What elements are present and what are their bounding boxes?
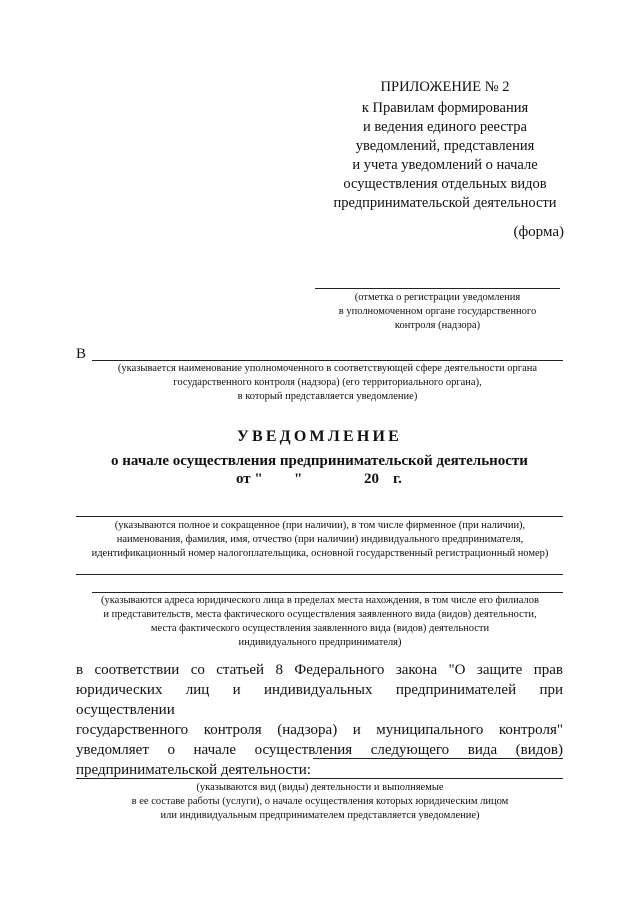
activity-caption-line: или индивидуальным предпринимателем представляется уведомление) <box>160 810 480 821</box>
address-caption <box>70 594 570 650</box>
main-paragraph-line: предпринимательской деятельности: <box>76 762 311 778</box>
main-paragraph <box>76 660 563 780</box>
date-year: 20 <box>364 471 379 487</box>
date-prefix: от " <box>236 471 263 487</box>
date-quote: " <box>294 471 303 487</box>
activity-line[interactable] <box>76 778 563 779</box>
activity-caption-line: в ее составе работы (услуги), о начале осуществления которых юридическим лицом <box>131 796 509 807</box>
main-paragraph-line: государственного контроля (надзора) и муниципального контроля" <box>76 722 563 738</box>
registration-note-line: в уполномоченном органе государственного <box>338 306 537 317</box>
addressee-caption-line: (указывается наименование уполномоченного в соответствующей сфере деятельности органа <box>117 363 538 374</box>
addressee-prefix: В <box>76 346 87 362</box>
main-paragraph-line: юридических лиц и индивидуальных предпринимателей при осуществлении <box>76 682 563 718</box>
registration-note-line: (отметка о регистрации уведомления <box>354 292 521 303</box>
address-line-2[interactable] <box>92 592 563 593</box>
address-caption-line: места фактического осуществления заявленного вида (видов) деятельности <box>150 623 490 634</box>
document-subtitle: о начале осуществления предпринимательской деятельности <box>111 453 528 469</box>
form-label: (форма) <box>513 224 564 240</box>
applicant-caption-line: (указываются полное и сокращенное (при наличии), в том числе фирменное (при наличии), <box>114 520 526 531</box>
addressee-caption <box>90 362 565 404</box>
main-paragraph-line: уведомляет о начале осуществления следующего вида (видов) <box>76 742 563 758</box>
activity-caption <box>70 781 570 823</box>
address-caption-line: индивидуального предпринимателя) <box>238 637 402 648</box>
main-paragraph-line: в соответствии со статьей 8 Федерального закона "О защите прав <box>76 662 563 678</box>
appendix-line: предпринимательской деятельности <box>333 195 557 211</box>
document-title: УВЕДОМЛЕНИЕ <box>237 428 402 445</box>
addressee-caption-line: в который представляется уведомление) <box>237 391 418 402</box>
appendix-line: уведомлений, представления <box>355 138 535 154</box>
registration-note <box>300 291 575 333</box>
appendix-line: к Правилам формирования <box>361 100 529 116</box>
address-caption-line: и представительств, места фактического осуществления заявленного вида (видов) деятельности, <box>103 609 537 620</box>
appendix-title: ПРИЛОЖЕНИЕ № 2 <box>380 79 510 95</box>
addressee-caption-line: государственного контроля (надзора) (его территориального органа), <box>173 377 482 388</box>
applicant-caption <box>70 519 570 561</box>
applicant-caption-line: наименования, фамилия, имя, отчество (при наличии) индивидуального предпринимателя, <box>116 534 524 545</box>
date-suffix: г. <box>393 471 402 487</box>
appendix-line: и ведения единого реестра <box>363 119 527 135</box>
activity-inline-line[interactable] <box>313 758 563 759</box>
registration-note-line: контроля (надзора) <box>394 320 481 331</box>
addressee-line[interactable] <box>92 360 563 361</box>
appendix-line: и учета уведомлений о начале <box>352 157 538 173</box>
registration-line <box>315 288 560 289</box>
applicant-line[interactable] <box>76 516 563 517</box>
document-date <box>236 471 456 491</box>
activity-caption-line: (указываются вид (виды) деятельности и выполняемые <box>196 782 444 793</box>
applicant-caption-line: идентификационный номер налогоплательщика, основной государственный регистрационный номер) <box>91 548 549 559</box>
address-line-1[interactable] <box>76 574 563 575</box>
appendix-text <box>300 99 590 213</box>
address-caption-line: (указываются адреса юридического лица в пределах места нахождения, в том числе его филиалов <box>100 595 540 606</box>
appendix-line: осуществления отдельных видов <box>343 176 547 192</box>
